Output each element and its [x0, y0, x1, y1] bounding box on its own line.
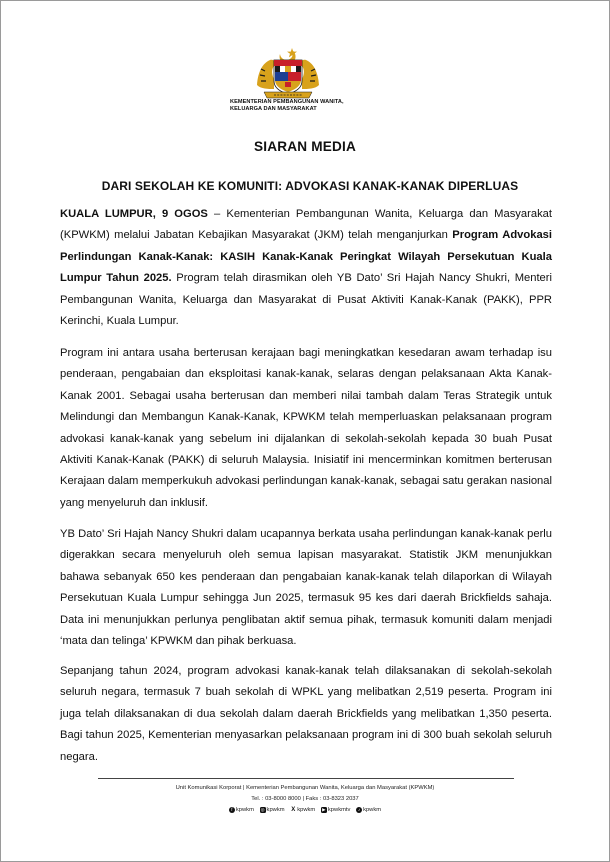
program-name: Program Advokasi Perlindungan Kanak-Kanak: KASIH Kanak-Kanak Peringkat Wilayah Persekutuan Kuala Lumpur Tahun 2025.	[60, 229, 552, 285]
instagram-icon: ◎	[260, 807, 265, 812]
paragraph-1	[60, 204, 552, 332]
social-x-label: kpwkm	[297, 807, 316, 813]
x-icon: X	[291, 807, 296, 813]
dateline: KUALA LUMPUR, 9 OGOS	[60, 208, 208, 220]
paragraph-1-text-a: – Kementerian Pembangunan Wanita, Keluarga dan Masyarakat (KPWKM) melalui Jabatan Kebajikan Masyarakat (JKM) telah menganjurkan	[60, 208, 552, 242]
ministry-name-line2: KELUARGA DAN MASYARAKAT	[230, 106, 317, 113]
social-tiktok[interactable]	[356, 807, 381, 814]
social-instagram-label: kpwkm	[266, 807, 285, 813]
social-links	[1, 807, 609, 814]
social-x[interactable]	[290, 807, 315, 814]
social-instagram[interactable]	[260, 807, 285, 814]
paragraph-2: Program ini antara usaha berterusan kerajaan bagi meningkatkan kesedaran awam terhadap isu penderaan, pengabaian dan eksploitasi kanak-kanak, selaras dengan pelaksanaan Akta Kanak-Kanak 2001. Sebagai usaha berterusan dan memberi nilai tambah dalam Teras Strategik untuk Melindungi dan Membangun Kanak-Kanak, KPWKM telah memperluaskan pelaksanaan program advokasi kanak-kanak yang sebelum ini dijalankan di sekolah-sekolah kepada 30 buah Pusat Aktiviti Kanak-Kanak (PAKK) di seluruh Malaysia. Inisiatif ini mencerminkan komitmen berterusan Kerajaan dalam memperkukuh advokasi perlindungan kanak-kanak, sebagai satu gerakan nasional yang menyeluruh dan inklusif.	[60, 347, 552, 509]
ministry-name-line1: KEMENTERIAN PEMBANGUNAN WANITA,	[230, 99, 344, 105]
paragraph-4: Sepanjang tahun 2024, program advokasi kanak-kanak telah dilaksanakan di sekolah-sekolah seluruh negara, termasuk 7 buah sekolah di WPKL yang melibatkan 2,519 peserta. Program ini juga telah dilaksanakan di dua sekolah dalam daerah Brickfields yang melibatkan 1,350 peserta. Bagi tahun 2025, Kementerian menyasarkan pelaksanaan program ini di 300 buah sekolah seluruh negara.	[60, 665, 552, 763]
headline: DARI SEKOLAH KE KOMUNITI: ADVOKASI KANAK-KANAK DIPERLUAS	[101, 179, 519, 193]
social-facebook[interactable]	[229, 807, 254, 814]
footer-unit: Unit Komunikasi Korporat | Kementerian Pembangunan Wanita, Keluarga dan Masyarakat (KPWKM)	[175, 785, 435, 791]
social-facebook-label: kpwkm	[235, 807, 254, 813]
social-youtube-label: kpwkmtv	[327, 807, 351, 813]
paragraph-1-text-b: Program telah dirasmikan oleh YB Dato’ Sri Hajah Nancy Shukri, Menteri Pembangunan Wanita, Keluarga dan Masyarakat di Pusat Aktiviti Kanak-Kanak (PAKK), PPR Kerinchi, Kuala Lumpur.	[60, 272, 552, 328]
social-youtube[interactable]	[321, 807, 351, 814]
facebook-icon: f	[229, 807, 235, 813]
paragraph-3: YB Dato’ Sri Hajah Nancy Shukri dalam ucapannya berkata usaha perlindungan kanak-kanak perlu digerakkan secara menyeluruh oleh semua lapisan masyarakat. Statistik JKM menunjukkan bahawa sebanyak 650 kes penderaan dan pengabaian kanak-kanak telah dilaporkan di Wilayah Persekutuan Kuala Lumpur sehingga Jun 2025, termasuk 95 kes dari daerah Brickfields sahaja. Data ini menunjukkan perlunya penglibatan aktif semua pihak, termasuk komuniti dalam menjadi ‘mata dan telinga’ KPWKM dan pihak berkuasa.	[60, 528, 552, 648]
social-tiktok-label: kpwkm	[363, 807, 382, 813]
tiktok-icon: ♪	[357, 807, 361, 812]
footer-divider	[98, 778, 514, 779]
footer-contact: Tel. : 03-8000 8000 | Faks : 03-8323 2037	[251, 796, 359, 802]
ministry-name	[230, 99, 390, 113]
document-title: SIARAN MEDIA	[253, 139, 357, 154]
coat-of-arms-logo	[252, 45, 324, 103]
youtube-icon: ▶	[322, 807, 326, 812]
